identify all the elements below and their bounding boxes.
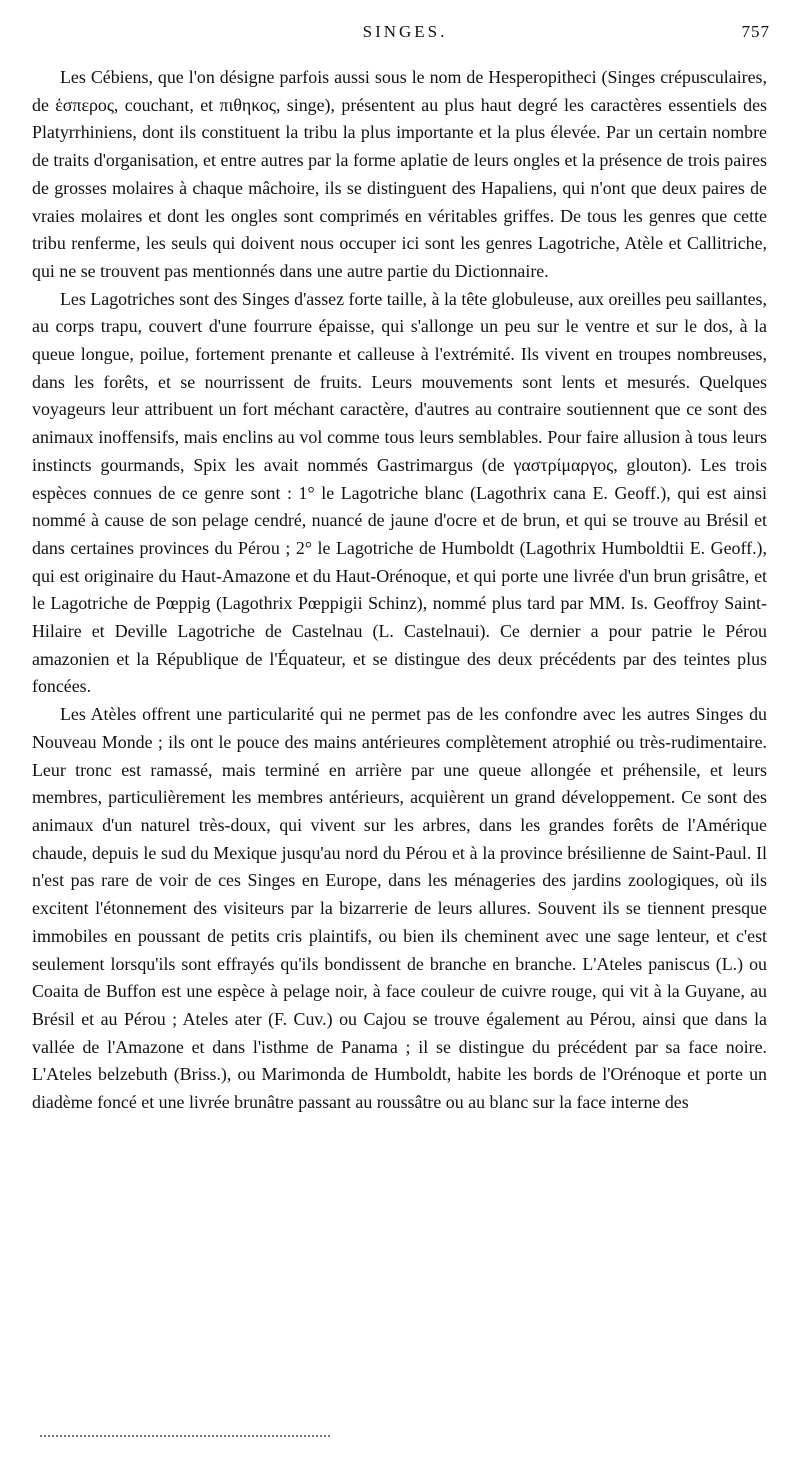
running-head bbox=[40, 22, 770, 50]
paragraph-cebiens: Les Cébiens, que l'on désigne parfois aussi sous le nom de Hesperopitheci (Singes crépusculaires, de ἑσπερος, couchant, et πιθηκος, singe), présentent au plus haut degré les caractères essentiels des Platyrrhiniens, dont ils constituent la tribu la plus importante et la plus élevée. Par un certain nombre de traits d'organisation, et entre autres par la forme aplatie de leurs ongles et la présence de trois paires de grosses molaires à chaque mâchoire, ils se distinguent des Hapaliens, qui n'ont que deux paires de vraies molaires et dont les ongles sont comprimés en véritables griffes. De tous les genres que cette tribu renferme, les seuls qui doivent nous occuper ici sont les genres Lagotriche, Atèle et Callitriche, qui ne se trouvent pas mentionnés dans une autre partie du Dictionnaire. bbox=[32, 67, 767, 281]
paragraph-lagotriches: Les Lagotriches sont des Singes d'assez forte taille, à la tête globuleuse, aux oreilles peu saillantes, au corps trapu, couvert d'une fourrure épaisse, qui s'allonge un peu sur le ventre et sur le dos, à la queue longue, poilue, fortement prenante et calleuse à l'extrémité. Ils vivent en troupes nombreuses, dans les forêts, et se nourrissent de fruits. Leurs mouvements sont lents et mesurés. Quelques voyageurs leur attribuent un fort méchant caractère, d'autres au contraire soutiennent que ce sont des animaux inoffensifs, mais enclins au vol comme tous leurs semblables. Pour faire allusion à tous leurs instincts gourmands, Spix les avait nommés Gastrimargus (de γαστρίμαργος, glouton). Les trois espèces connues de ce genre sont : 1° le Lagotriche blanc (Lagothrix cana E. Geoff.), qui est ainsi nommé à cause de son pelage cendré, nuancé de jaune d'ocre et de brun, et qui se trouve au Brésil et dans certaines provinces du Pérou ; 2° le Lagotriche de Humboldt (Lagothrix Humboldtii E. Geoff.), qui est originaire du Haut-Amazone et du Haut-Orénoque, et qui porte une livrée d'un brun grisâtre, et le Lagotriche de Pœppig (Lagothrix Pœppigii Schinz), nommé plus tard par MM. Is. Geoffroy Saint-Hilaire et Deville Lagotriche de Castelnau (L. Castelnaui). Ce dernier a pour patrie le Pérou amazonien et la République de l'Équateur, et se distingue des deux précédents par des teintes plus foncées. bbox=[32, 288, 767, 697]
paragraph-ateles: Les Atèles offrent une particularité qui ne permet pas de les confondre avec les autres Singes du Nouveau Monde ; ils ont le pouce des mains antérieures complètement atrophié ou très-rudimentaire. Leur tronc est ramassé, mais terminé en arrière par une queue allongée et préhensile, et leurs membres, particulièrement les membres antérieurs, acquièrent un grand développement. Ce sont des animaux d'un naturel très-doux, qui vivent sur les arbres, dans les grandes forêts de l'Amérique chaude, depuis le sud du Mexique jusqu'au nord du Pérou et à la province brésilienne de Saint-Paul. Il n'est pas rare de voir de ces Singes en Europe, dans les ménageries des jardins zoologiques, où ils excitent l'étonnement des visiteurs par la bizarrerie de leurs allures. Souvent ils se tiennent presque immobiles en poussant de petits cris plaintifs, ou bien ils cheminent avec une sage lenteur, et c'est seulement lorsqu'ils sont effrayés qu'ils bondissent de branche en branche. L'Ateles paniscus (L.) ou Coaita de Buffon est une espèce à pelage noir, à face couleur de cuivre rouge, qui vit à la Guyane, au Brésil et au Pérou ; Ateles ater (F. Cuv.) ou Cajou se trouve également au Pérou, ainsi que dans la vallée de l'Amazone et dans l'isthme de Panama ; il se distingue du précédent par sa face noire. L'Ateles belzebuth (Briss.), ou Marimonda de Humboldt, habite les bords de l'Orénoque et porte un diadème foncé et une livrée brunâtre passant au roussâtre ou au blanc sur la face interne des bbox=[32, 704, 767, 1113]
body-text bbox=[32, 64, 767, 1117]
running-title: SINGES. bbox=[362, 22, 448, 41]
footer-dotted-rule bbox=[40, 1435, 330, 1437]
page-number: 757 bbox=[741, 22, 770, 41]
